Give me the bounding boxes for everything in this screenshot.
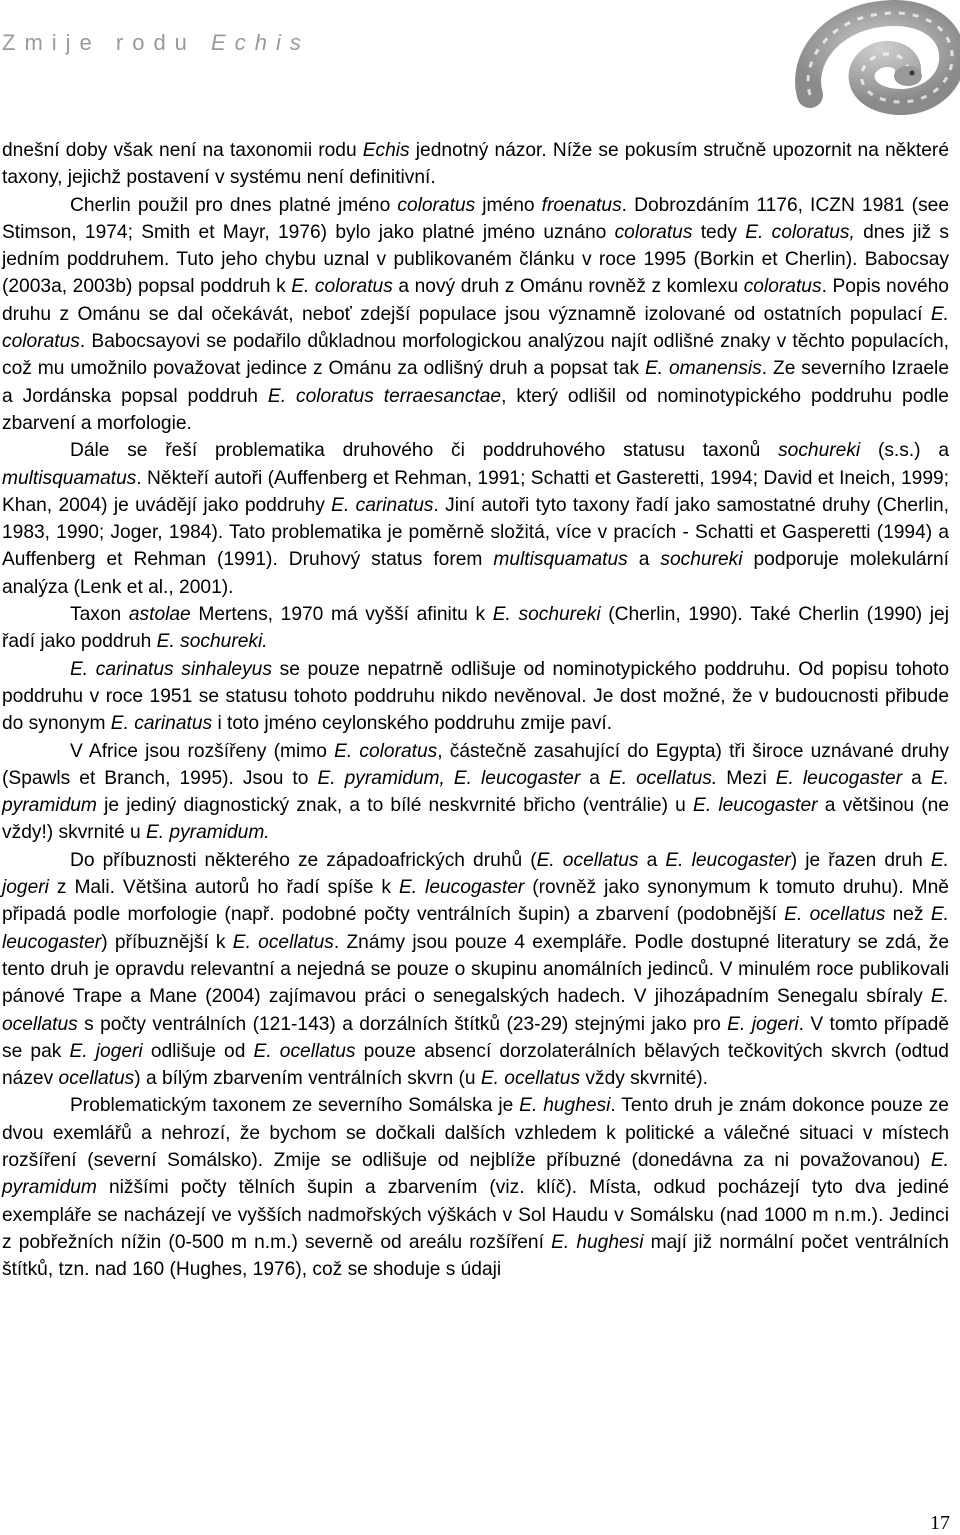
- text-run: a: [627, 549, 661, 571]
- paragraph: [2, 738, 949, 847]
- paragraph: [2, 137, 949, 192]
- paragraph: [2, 601, 949, 656]
- italic-taxon-text: E. carinatus sinhaleyus: [70, 658, 272, 680]
- text-run: je jediný diagnostický znak, a to bílé neskvrnité břicho (ventrálie) u: [96, 795, 694, 817]
- italic-taxon-text: E. coloratus terraesanctae: [267, 385, 502, 407]
- text-run: ) a bílým zbarvením ventrálních skvrn (u: [134, 1068, 481, 1090]
- text-run: (rovněž jako synonymum k tomuto druhu). Mně připadá podle morfologie (např. podobné počty ventrálních šupin) a zbarvení (podobnější: [2, 877, 949, 926]
- italic-taxon-text: coloratus: [614, 221, 693, 243]
- text-run: ) je řazen druh: [790, 849, 931, 871]
- italic-taxon-text: E. leucogaster: [2, 904, 949, 953]
- italic-taxon-text: E. carinatus: [331, 494, 434, 516]
- italic-taxon-text: E. coloratus: [2, 303, 949, 353]
- text-run: mají již normální počet ventrálních štítků, tzn. nad 160 (Hughes, 1976), což se shoduje s údaji: [2, 1231, 949, 1281]
- italic-taxon-text: sochureki: [778, 440, 861, 462]
- text-run: a většinou (ne vždy!) skvrnité u: [2, 795, 949, 844]
- italic-taxon-text: E. coloratus: [291, 276, 393, 298]
- italic-taxon-text: froenatus: [541, 194, 622, 216]
- text-run: Mezi: [717, 767, 776, 789]
- italic-taxon-text: E. ocellatus: [2, 986, 949, 1035]
- italic-taxon-text: E. ocellatus: [536, 849, 639, 871]
- body-text: [2, 137, 949, 1283]
- page-header-title: [2, 30, 310, 56]
- text-run: vždy skvrnité).: [580, 1068, 708, 1090]
- text-run: se pouze nepatrně odlišuje od nominotypického poddruhu. Od popisu tohoto poddruhu v roce 1951 se statusu tohoto poddruhu nikdo nevěnoval. Je dost možné, že v budoucnosti přibude do synonym: [2, 658, 950, 735]
- italic-taxon-text: E. jogeri: [727, 1013, 799, 1035]
- text-run: . Popis nového druhu z Ománu se dal očekávát, neboť zdejší populace jsou významně izolované od ostatních populací: [2, 276, 949, 325]
- italic-taxon-text: E. sochureki: [492, 604, 601, 626]
- text-run: Cherlin použil pro dnes platné jméno: [70, 194, 398, 216]
- italic-taxon-text: E. jogeri: [2, 849, 949, 899]
- text-run: ) příbuznější k: [101, 931, 233, 953]
- italic-taxon-text: multisquamatus: [493, 549, 628, 571]
- text-run: dnešní doby však není na taxonomii rodu: [2, 140, 363, 161]
- text-run: . Někteří autoři (Auffenberg et Rehman, 1991; Schatti et Gasteretti, 1994; David et Ineich, 1999; Khan, 2004) je uvádějí jako poddruhy: [2, 467, 949, 516]
- italic-taxon-text: E. jogeri: [69, 1040, 143, 1062]
- italic-taxon-text: E. pyramidum: [2, 767, 949, 817]
- italic-taxon-text: E. pyramidum: [2, 1149, 949, 1199]
- text-run: . V tomto případě se pak: [2, 1013, 949, 1062]
- paragraph: [2, 656, 949, 738]
- text-run: z Mali. Většina autorů ho řadí spíše k: [48, 877, 399, 899]
- italic-taxon-text: coloratus: [743, 276, 822, 298]
- italic-taxon-text: E. leucogaster: [693, 795, 818, 817]
- italic-taxon-text: E. leucogaster: [665, 849, 791, 871]
- italic-taxon-text: ocellatus: [58, 1068, 135, 1090]
- text-run: . Jiní autoři tyto taxony řadí jako samostatné druhy (Cherlin, 1983, 1990; Joger, 1984). Tato problematika je poměrně složitá, více v pracích - Schatti et Gasperetti (1994) a Auffenberg et Rehman (1991). Druhový status forem: [2, 494, 949, 571]
- italic-taxon-text: E. pyramidum, E. leucogaster: [317, 767, 581, 789]
- text-run: dnes již s jedním poddruhem. Tuto jeho chybu uznal v publikovaném článku v roce 1995 (Borkin et Cherlin). Babocsay (2003a, 2003b) popsal poddruh k: [2, 221, 949, 298]
- text-run: Do příbuznosti některého ze západoafrických druhů (: [70, 849, 537, 871]
- italic-taxon-text: E. ocellatus: [253, 1040, 356, 1062]
- text-run: než: [885, 904, 931, 926]
- text-run: a: [902, 767, 931, 789]
- snake-logo-image: [790, 0, 960, 120]
- paragraph: [2, 437, 949, 601]
- paragraph: [2, 847, 949, 1093]
- text-run: pouze absencí dorzolaterálních bělavých tečkovitých skvrch (odtud název: [2, 1040, 949, 1090]
- text-run: Dále se řeší problematika druhového či poddruhového statusu taxonů: [70, 440, 779, 462]
- italic-taxon-text: E. ocellatus: [784, 904, 886, 926]
- italic-taxon-text: E. omanensis: [644, 358, 762, 380]
- italic-taxon-text: E. pyramidum.: [145, 822, 270, 844]
- text-run: . Známy jsou pouze 4 exempláře. Podle dostupné literatury se zdá, že tento druh je opravdu relevantní a nejedná se pouze o skupinu anomálních jedinců. V minulém roce publikovali pánové Trape a Mane (2004) zajímavou práci o senegalských hadech. V jihozápadním Senegalu sbíraly: [2, 931, 949, 1008]
- text-run: a: [580, 767, 609, 789]
- text-run: (Cherlin, 1990). Také Cherlin (1990) jej řadí jako poddruh: [2, 604, 949, 653]
- text-run: i toto jméno ceylonského poddruhu zmije paví.: [212, 713, 613, 735]
- text-run: . Dobrozdáním 1176, ICZN 1981 (see Stimson, 1974; Smith et Mayr, 1976) bylo jako platné jméno uznáno: [2, 194, 950, 243]
- text-run: a: [638, 849, 666, 871]
- italic-taxon-text: E. ocellatus.: [608, 767, 718, 789]
- italic-taxon-text: E. sochureki.: [156, 631, 268, 653]
- text-run: tedy: [692, 221, 746, 243]
- italic-taxon-text: E. ocellatus: [232, 931, 334, 953]
- text-run: (s.s.) a: [860, 440, 949, 462]
- text-run: . Ze severního Izraele a Jordánska popsal poddruh: [2, 358, 949, 407]
- text-run: odlišuje od: [142, 1040, 254, 1062]
- italic-taxon-text: astolae: [128, 604, 191, 626]
- paragraph: [2, 1092, 949, 1283]
- page-number: 17: [930, 1512, 950, 1534]
- text-run: . Tento druh je znám dokonce pouze ze dvou exemlářů a nehrozí, že bychom se dočkali dalších vzhledem k politické a válečné situaci v místech rozšíření (severní Somálsko). Zmije se odlišuje od nejblíže příbuzné (donedávna za ni považovanou): [2, 1095, 949, 1171]
- text-run: jednotný názor. Níže se pokusím stručně upozornit na některé taxony, jejichž postavení v systému není definitivní.: [2, 140, 949, 189]
- italic-taxon-text: E. leucogaster: [775, 767, 903, 789]
- text-run: Taxon: [70, 604, 129, 626]
- italic-taxon-text: E. hughesi: [551, 1231, 644, 1253]
- text-run: a nový druh z Ománu rovněž z komlexu: [392, 276, 744, 298]
- italic-taxon-text: E. coloratus: [334, 740, 438, 762]
- italic-taxon-text: multisquamatus: [2, 467, 137, 489]
- header-title-genus: Echis: [211, 30, 310, 55]
- text-run: jméno: [475, 194, 542, 216]
- text-run: , částečně zasahující do Egypta) tři široce uznávané druhy (Spawls et Branch, 1995). Jsou to: [2, 740, 949, 789]
- italic-taxon-text: E. ocellatus: [480, 1068, 581, 1090]
- italic-taxon-text: E. carinatus: [110, 713, 213, 735]
- text-run: . Babocsayovi se podařilo důkladnou morfologickou analýzou najít odlišné znaky v těchto populacích, což mu umožnilo považovat jedince z Ománu za odlišný druh a popsat tak: [2, 331, 949, 380]
- italic-taxon-text: E. leucogaster: [398, 877, 525, 899]
- text-run: nižšími počty tělních šupin a zbarvením (viz. klíč). Místa, odkud pocházejí tyto dva jediné exempláře se nacházejí ve vyšších nadmořských výškách v Sol Haudu v Somálsku (nad 1000 m n.m.). Jedinci z pobřežních nížin (0-500 m n.m.) severně od areálu rozšíření: [2, 1177, 949, 1253]
- italic-taxon-text: sochureki: [660, 549, 743, 571]
- text-run: V Africe jsou rozšířeny (mimo: [70, 740, 335, 762]
- text-run: Mertens, 1970 má vyšší afinitu k: [190, 604, 493, 626]
- italic-taxon-text: E. coloratus,: [745, 221, 855, 243]
- paragraph: [2, 192, 949, 438]
- text-run: s počty ventrálních (121-143) a dorzálních štítků (23-29) stejnými jako pro: [77, 1013, 728, 1035]
- text-run: podporuje molekulární analýza (Lenk et al., 2001).: [2, 549, 949, 598]
- text-run: , který odlišil od nominotypického poddruhu podle zbarvení a morfologie.: [2, 385, 949, 434]
- text-run: Problematickým taxonem ze severního Somálska je: [70, 1095, 520, 1117]
- header-title-plain: Zmije rodu: [2, 30, 196, 55]
- italic-taxon-text: E. hughesi: [519, 1095, 611, 1117]
- italic-taxon-text: Echis: [362, 140, 410, 161]
- italic-taxon-text: coloratus: [397, 194, 476, 216]
